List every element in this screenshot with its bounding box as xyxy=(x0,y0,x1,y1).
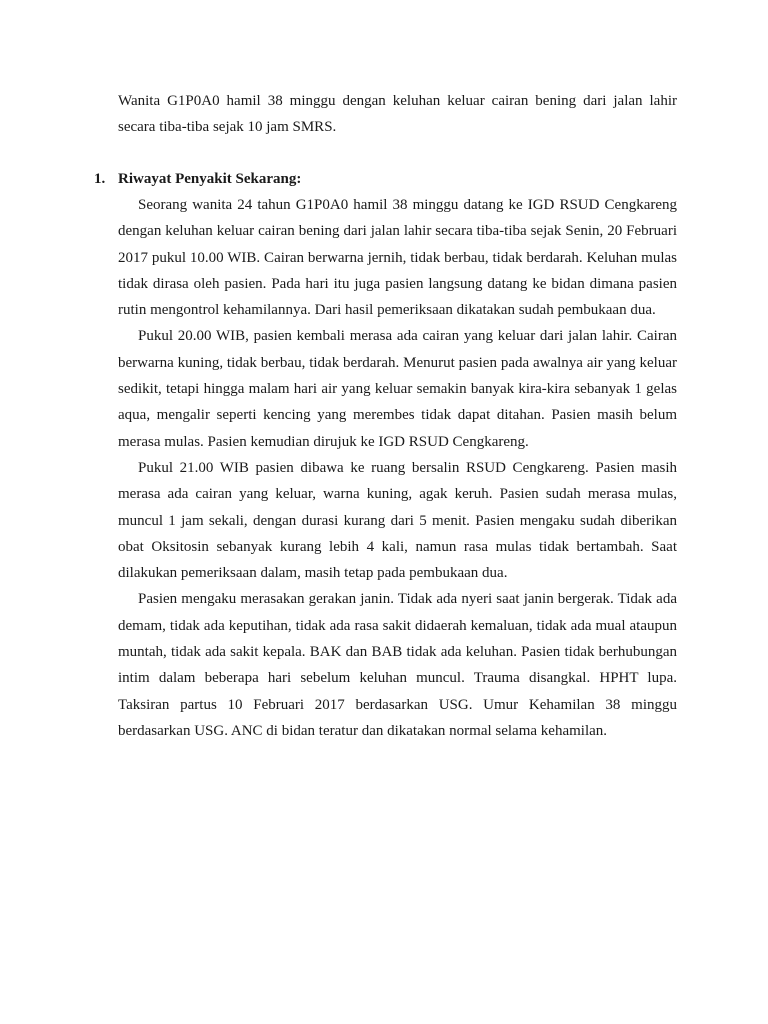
section-title: Riwayat Penyakit Sekarang: xyxy=(118,171,302,187)
body-paragraph: Pasien mengaku merasakan gerakan janin. Tidak ada nyeri saat janin bergerak. Tidak ada demam, tidak ada keputihan, tidak ada rasa sakit didaerah kemaluan, tidak ada mual ataupun muntah, tidak ada sakit kepala. BAK dan BAB tidak ada keluhan. Pasien tidak berhubungan intim dalam beberapa hari sebelum keluhan muncul. Trauma disangkal. HPHT lupa. Taksiran partus 10 Februari 2017 berdasarkan USG. Umur Kehamilan 38 minggu berdasarkan USG. ANC di bidan teratur dan dikatakan normal selama kehamilan. xyxy=(118,591,677,739)
body-paragraph: Pukul 21.00 WIB pasien dibawa ke ruang bersalin RSUD Cengkareng. Pasien masih merasa ada cairan yang keluar, warna kuning, agak keruh. Pasien sudah merasa mulas, muncul 1 jam sekali, dengan durasi kurang dari 5 menit. Pasien mengaku sudah diberikan obat Oksitosin sebanyak kurang lebih 4 kali, namun rasa mulas tidak bertambah. Saat dilakukan pemeriksaan dalam, masih tetap pada pembukaan dua. xyxy=(118,459,677,582)
body-paragraph: Pukul 20.00 WIB, pasien kembali merasa ada cairan yang keluar dari jalan lahir. Cairan berwarna kuning, tidak berbau, tidak berdarah. Menurut pasien pada awalnya air yang keluar sedikit, tetapi hingga malam hari air yang keluar semakin banyak kira-kira sebanyak 1 gelas aqua, mengalir seperti kencing yang merembes tidak dapat ditahan. Pasien masih belum merasa mulas. Pasien kemudian dirujuk ke IGD RSUD Cengkareng. xyxy=(118,328,677,450)
section-number: 1. xyxy=(94,171,106,187)
section-heading xyxy=(94,166,301,192)
intro-paragraph: Wanita G1P0A0 hamil 38 minggu dengan keluhan keluar cairan bening dari jalan lahir secara tiba-tiba sejak 10 jam SMRS. xyxy=(118,93,677,136)
section-body xyxy=(118,192,677,744)
body-paragraph: Seorang wanita 24 tahun G1P0A0 hamil 38 minggu datang ke IGD RSUD Cengkareng dengan keluhan keluar cairan bening dari jalan lahir secara tiba-tiba sejak Senin, 20 Februari 2017 pukul 10.00 WIB. Cairan berwarna jernih, tidak berbau, tidak berdarah. Keluhan mulas tidak dirasa oleh pasien. Pada hari itu juga pasien langsung datang ke bidan dimana pasien rutin mengontrol kehamilannya. Dari hasil pemeriksaan dikatakan sudah pembukaan dua. xyxy=(118,197,677,319)
